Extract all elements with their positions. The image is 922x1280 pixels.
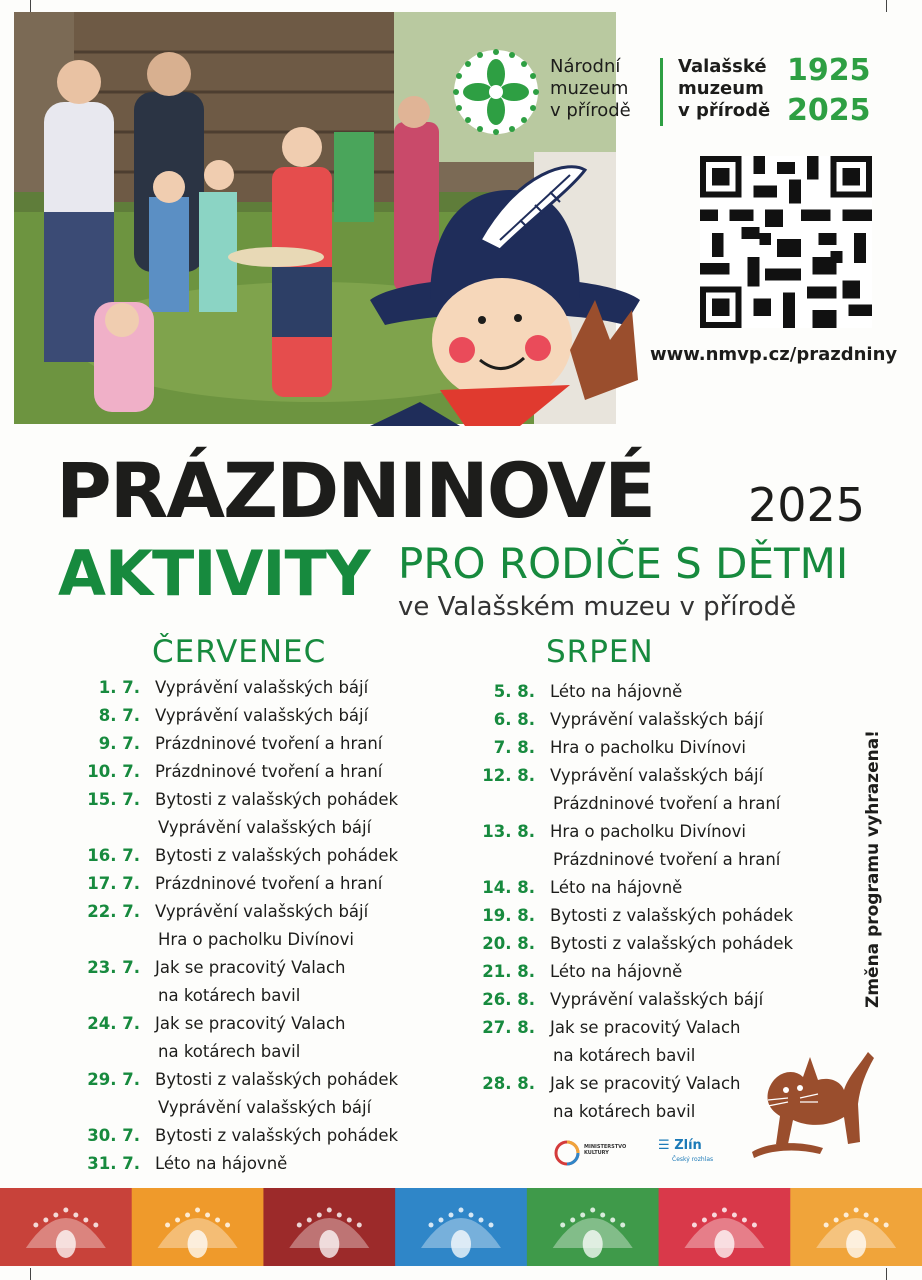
schedule-activity: Léto na hájovně <box>550 682 683 701</box>
month-heading-august: SRPEN <box>546 634 654 670</box>
schedule-date: 14. 8. <box>482 878 535 897</box>
schedule-activity: Hra o pacholku Divínovi <box>550 822 746 841</box>
branch-name-line: Valašské <box>678 56 767 77</box>
schedule-activity: na kotárech bavil <box>158 1042 301 1061</box>
schedule-date: 23. 7. <box>87 958 140 977</box>
schedule-activity: Bytosti z valašských pohádek <box>155 1126 399 1145</box>
schedule-activity: Vyprávění valašských bájí <box>158 818 372 837</box>
schedule-date: 1. 7. <box>98 678 140 697</box>
schedule-date: 26. 8. <box>482 990 535 1009</box>
branch-name <box>678 56 770 122</box>
schedule-date: 30. 7. <box>87 1126 140 1145</box>
schedule-activity: na kotárech bavil <box>158 986 301 1005</box>
pattern-tile <box>132 1188 265 1266</box>
schedule-date: 13. 8. <box>482 822 535 841</box>
schedule-activity: Léto na hájovně <box>155 1154 288 1173</box>
schedule-date: 10. 7. <box>87 762 140 781</box>
radio-partner-label: Zlín <box>674 1138 702 1153</box>
schedule-date: 7. 8. <box>493 738 535 757</box>
logo-divider <box>660 58 663 126</box>
ministry-name-line: MINISTERSTVO <box>584 1144 627 1150</box>
schedule-activity: Vyprávění valašských bájí <box>550 990 764 1009</box>
museum-logo-icon <box>452 48 540 136</box>
cat-illustration <box>748 1032 878 1162</box>
website-link[interactable]: www.nmvp.cz/prazdniny <box>650 344 898 365</box>
schedule-activity: na kotárech bavil <box>553 1046 696 1065</box>
schedule-date: 15. 7. <box>87 790 140 809</box>
schedule-activity: Prázdninové tvoření a hraní <box>553 794 781 813</box>
ministry-name-line: KULTURY <box>584 1150 609 1156</box>
museum-name <box>550 56 631 122</box>
pattern-tile <box>527 1188 660 1266</box>
title-audience: PRO RODIČE S DĚTMI <box>398 539 849 588</box>
schedule-activity: Jak se pracovitý Valach <box>550 1074 741 1093</box>
month-heading-july: ČERVENEC <box>152 634 327 670</box>
schedule-date: 21. 8. <box>482 962 535 981</box>
anniversary-year-start: 1925 <box>787 53 871 88</box>
schedule-date: 9. 7. <box>98 734 140 753</box>
pattern-tile <box>263 1188 396 1266</box>
schedule-activity: Prázdninové tvoření a hraní <box>155 734 383 753</box>
schedule-activity: Vyprávění valašských bájí <box>155 902 369 921</box>
schedule-activity: Bytosti z valašských pohádek <box>550 934 794 953</box>
valach-character-illustration <box>370 150 640 426</box>
schedule-activity: Bytosti z valašských pohádek <box>155 846 399 865</box>
branch-name-line: v přírodě <box>678 100 771 121</box>
schedule-activity: Vyprávění valašských bájí <box>550 710 764 729</box>
schedule-activity: Bytosti z valašských pohádek <box>155 790 399 809</box>
schedule-activity: Hra o pacholku Divínovi <box>158 930 354 949</box>
schedule-activity: Vyprávění valašských bájí <box>155 678 369 697</box>
schedule-date: 19. 8. <box>482 906 535 925</box>
schedule-date: 27. 8. <box>482 1018 535 1037</box>
program-change-note <box>857 730 889 1012</box>
schedule-activity: Bytosti z valašských pohádek <box>550 906 794 925</box>
schedule-activity: Hra o pacholku Divínovi <box>550 738 746 757</box>
schedule-date: 5. 8. <box>493 682 535 701</box>
schedule-activity: Vyprávění valašských bájí <box>158 1098 372 1117</box>
schedule-activity: Jak se pracovitý Valach <box>155 958 346 977</box>
schedule-activity: na kotárech bavil <box>553 1102 696 1121</box>
museum-name-line: v přírodě <box>550 100 631 121</box>
schedule-activity: Léto na hájovně <box>550 878 683 897</box>
pattern-tile <box>0 1188 133 1266</box>
schedule-activity: Prázdninové tvoření a hraní <box>553 850 781 869</box>
schedule-activity: Jak se pracovitý Valach <box>155 1014 346 1033</box>
schedule-activity: Prázdninové tvoření a hraní <box>155 874 383 893</box>
folk-pattern-band <box>0 1188 922 1266</box>
schedule-activity: Prázdninové tvoření a hraní <box>155 762 383 781</box>
radio-partner-name <box>658 1138 702 1153</box>
program-change-note-text: Změna programu vyhrazena! <box>863 730 883 1008</box>
pattern-tile <box>395 1188 528 1266</box>
schedule-date: 8. 7. <box>98 706 140 725</box>
schedule-date: 22. 7. <box>87 902 140 921</box>
ministry-name <box>584 1144 626 1156</box>
schedule-date: 24. 7. <box>87 1014 140 1033</box>
schedule-date: 17. 7. <box>87 874 140 893</box>
schedule-date: 29. 7. <box>87 1070 140 1089</box>
schedule-date: 20. 8. <box>482 934 535 953</box>
schedule-activity: Bytosti z valašských pohádek <box>155 1070 399 1089</box>
schedule-date: 12. 8. <box>482 766 535 785</box>
schedule-date: 31. 7. <box>87 1154 140 1173</box>
pattern-tile <box>790 1188 922 1266</box>
radio-partner-subtitle: Český rozhlas <box>672 1156 714 1163</box>
schedule-activity: Léto na hájovně <box>550 962 683 981</box>
schedule-activity: Vyprávění valašských bájí <box>155 706 369 725</box>
qr-code[interactable] <box>700 156 872 328</box>
title-year: 2025 <box>748 478 866 532</box>
schedule-activity: Jak se pracovitý Valach <box>550 1018 741 1037</box>
title-activities: AKTIVITY <box>58 537 370 610</box>
schedule-date: 28. 8. <box>482 1074 535 1093</box>
schedule-date: 6. 8. <box>493 710 535 729</box>
pattern-tile <box>659 1188 792 1266</box>
schedule-activity: Vyprávění valašských bájí <box>550 766 764 785</box>
branch-name-line: muzeum <box>678 78 764 99</box>
schedule-date: 16. 7. <box>87 846 140 865</box>
museum-name-line: muzeum <box>550 78 629 99</box>
ministry-logo-icon <box>554 1140 580 1166</box>
title-location: ve Valašském muzeu v přírodě <box>398 592 797 622</box>
anniversary-year-end: 2025 <box>787 93 871 128</box>
radio-logo-icon: ☰ <box>658 1138 675 1153</box>
page-title: PRÁZDNINOVÉ <box>56 446 655 535</box>
museum-name-line: Národní <box>550 56 621 77</box>
